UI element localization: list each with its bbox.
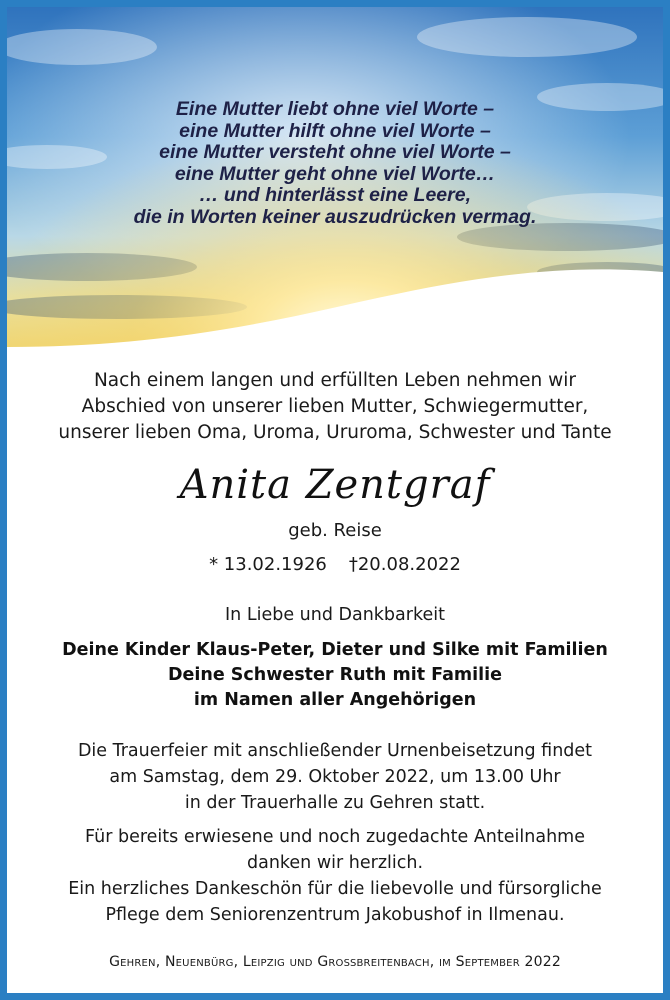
- thanks-line: danken wir herzlich.: [246, 853, 424, 873]
- gratitude-line: In Liebe und Dankbarkeit: [225, 605, 445, 625]
- thanks-text: [7, 824, 663, 928]
- life-dates: [7, 552, 663, 578]
- mourners: [7, 638, 663, 713]
- mourners-line: Deine Kinder Klaus-Peter, Dieter und Silke mit Familien: [62, 640, 608, 660]
- poem-line: Eine Mutter liebt ohne viel Worte –: [175, 98, 495, 120]
- death-date: †20.08.2022: [348, 554, 461, 575]
- intro-line: Nach einem langen und erfüllten Leben nehmen wir: [93, 370, 577, 391]
- poem-line: eine Mutter hilft ohne viel Worte –: [179, 119, 491, 142]
- birth-date: * 13.02.1926: [209, 554, 327, 575]
- funeral-service-info: [7, 738, 663, 816]
- thanks-line: Ein herzliches Dankeschön für die liebevolle und fürsorgliche: [68, 879, 602, 899]
- mourners-line: Deine Schwester Ruth mit Familie: [167, 665, 503, 685]
- thanks-line: Pflege dem Seniorenzentrum Jakobushof in Ilmenau.: [105, 905, 565, 925]
- intro-line: unserer lieben Oma, Uroma, Ururoma, Schwester und Tante: [58, 422, 612, 443]
- birth-name: geb. Reise: [288, 520, 382, 541]
- service-line: Die Trauerfeier mit anschließender Urnenbeisetzung findet: [77, 741, 593, 761]
- poem-line: … und hinterlässt eine Leere,: [199, 184, 471, 206]
- poem-line: die in Worten keiner auszudrücken vermag.: [133, 205, 537, 228]
- poem-line: eine Mutter versteht ohne viel Worte –: [159, 141, 511, 163]
- poem: [7, 99, 663, 228]
- poem-line: eine Mutter geht ohne viel Worte…: [174, 162, 496, 185]
- places-and-date: Gehren, Neuenbürg, Leipzig und Großbreitenbach, im September 2022: [109, 954, 561, 970]
- service-line: in der Trauerhalle zu Gehren statt.: [184, 793, 486, 813]
- intro-line: Abschied von unserer lieben Mutter, Schwiegermutter,: [81, 396, 589, 417]
- intro-text: [7, 368, 663, 446]
- thanks-line: Für bereits erwiesene und noch zugedachte Anteilnahme: [85, 827, 585, 847]
- mourners-line: im Namen aller Angehörigen: [193, 690, 477, 710]
- deceased-name: Anita Zentgraf: [179, 462, 491, 508]
- service-line: am Samstag, dem 29. Oktober 2022, um 13.00 Uhr: [109, 767, 561, 787]
